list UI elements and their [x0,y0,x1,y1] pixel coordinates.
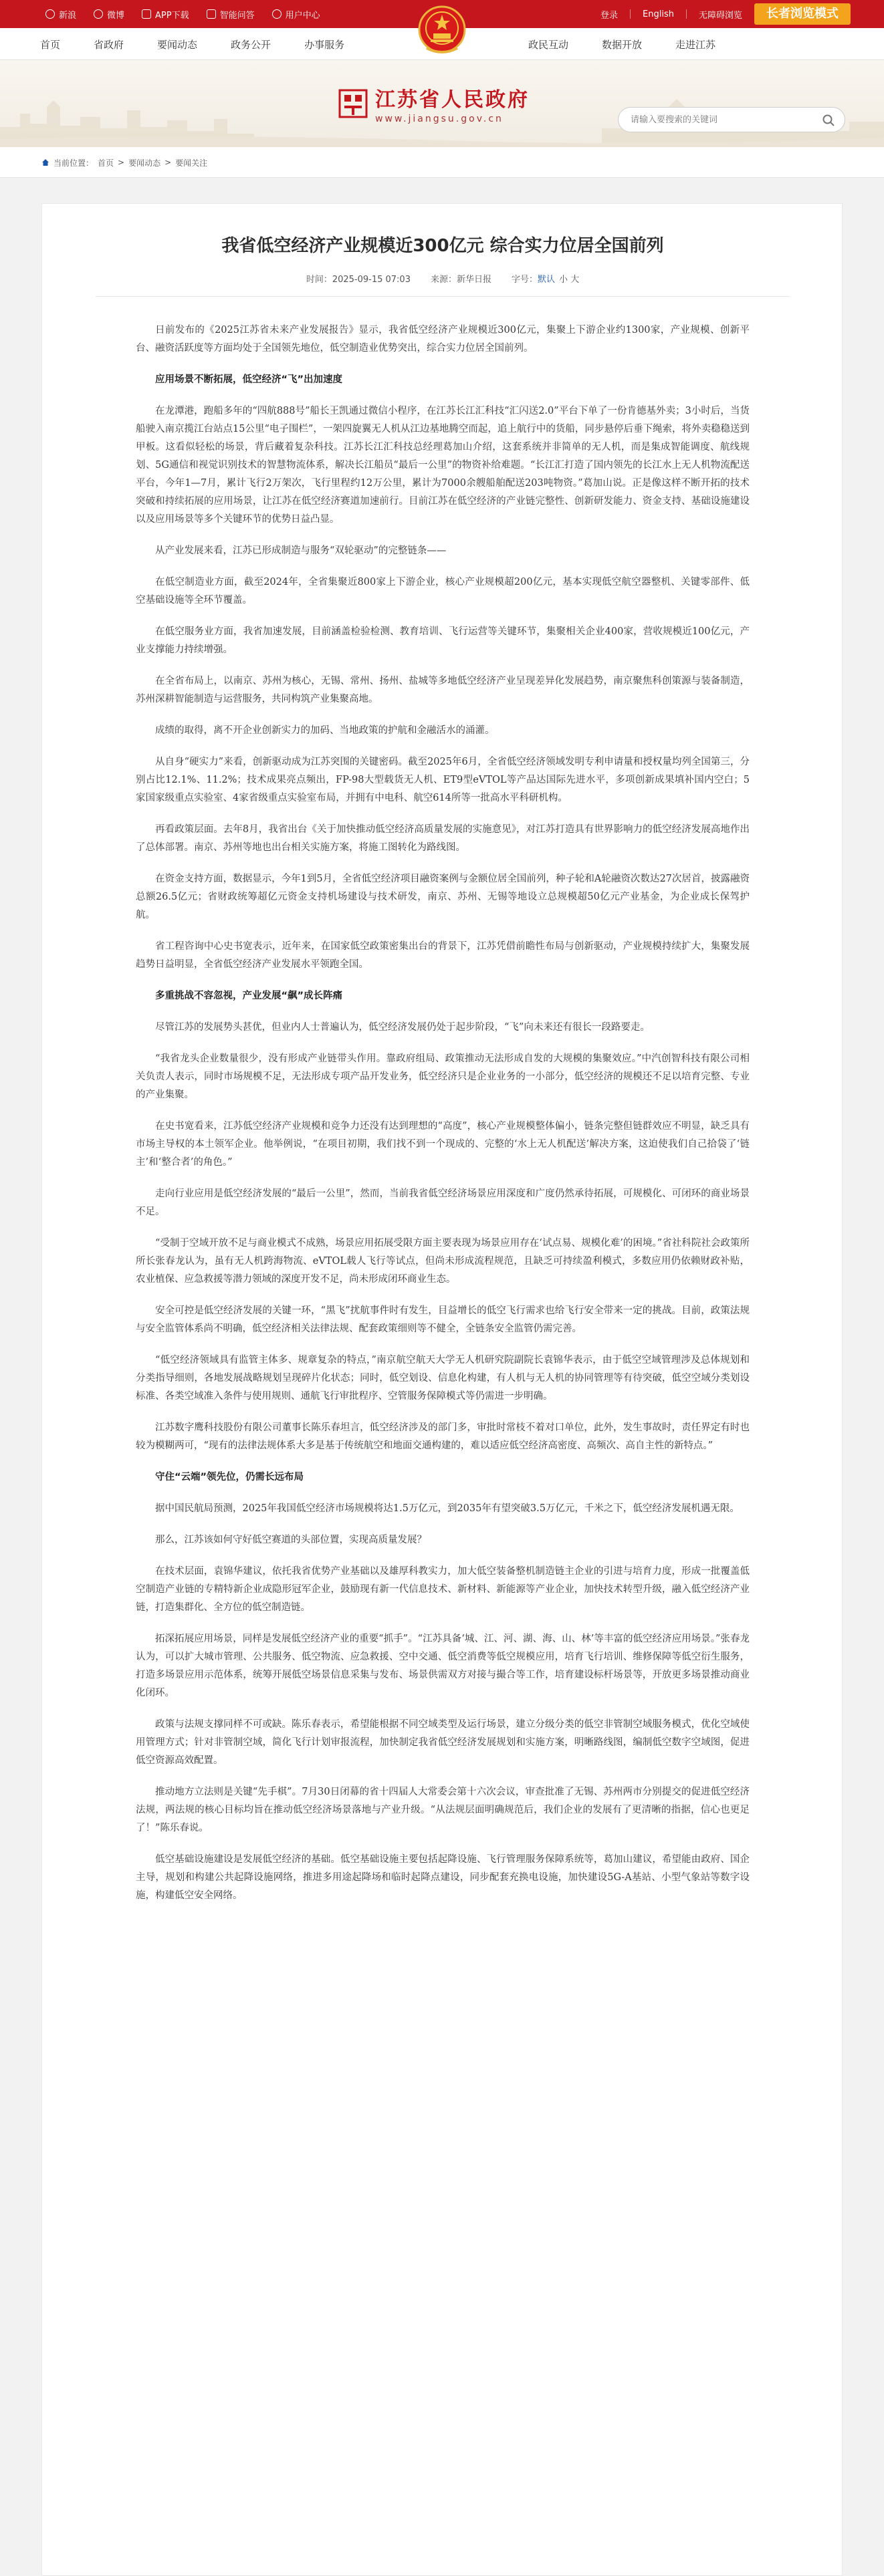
accessibility-link[interactable]: 无障碍浏览 [698,10,742,21]
national-emblem-icon [417,4,467,57]
article-paragraph: 在全省布局上，以南京、苏州为核心，无锡、常州、扬州、盐城等多地低空经济产业呈现差异化发展趋势，南京聚焦科创策源与装备制造，苏州深耕智能制造与运营服务，共同构筑产业集聚高地。 [136,676,750,704]
elder-mode-button[interactable]: 长者浏览模式 [754,3,851,25]
search-icon[interactable] [822,114,835,127]
section-heading: 守住“云端”领先位，仍需长远布局 [155,1472,304,1483]
nav-right [528,28,715,60]
search-input[interactable] [631,108,811,132]
article-paragraph: 日前发布的《2025江苏省未来产业发展报告》显示，我省低空经济产业规模近300亿元，集聚上下游企业约1300家，产业规模、创新平台、融资活跃度等方面均处于全国领先地位，低空制造业优势突出，综合实力位居全国前列。 [136,325,750,354]
breadcrumb-separator: > [164,158,172,167]
time-value: 2025-09-15 07:03 [332,275,411,285]
article-paragraph: 成绩的取得，离不开企业创新实力的加码、当地政策的护航和金融活水的涌灌。 [155,725,495,736]
breadcrumb-separator: > [118,158,125,167]
utility-link-weibo[interactable]: 新浪 [45,8,76,21]
article-paragraph: 再看政策层面。去年8月，我省出台《关于加快推动低空经济高质量发展的实施意见》，对江苏打造具有世界影响力的低空经济发展高地作出了总体部署。南京、苏州等地也出台相关实施方案，将施工图转化为路线图。 [136,824,750,853]
font-size-options[interactable]: 小 大 [559,275,580,285]
divider [96,296,790,297]
utility-link-qa[interactable]: 智能问答 [207,8,255,21]
article-paragraph: “我省龙头企业数量很少，没有形成产业链带头作用。靠政府组局、政策推动无法形成自发的大规模的集聚效应。”中汽创智科技有限公司相关负责人表示，同时市场规模不足，无法形成专项产品开发业务，低空经济只是企业业务的一小部分，低空经济的规模还不足以培育完整、专业的产业集聚。 [136,1053,750,1100]
article-paragraph: 走向行业应用是低空经济发展的“最后一公里”，然而，当前我省低空经济场景应用深度和广度仍然承待拓展，可规模化、可闭环的商业场景不足。 [136,1188,750,1217]
article-paragraph: 在低空制造业方面，截至2024年，全省集聚近800家上下游企业，核心产业规模超200亿元，基本实现低空航空器整机、关键零部件、低空基础设施等全环节覆盖。 [136,577,750,606]
weibo-icon [45,9,55,19]
font-size-control [512,272,579,285]
article-paragraph: 江苏数字鹰科技股份有限公司董事长陈乐春坦言，低空经济涉及的部门多，审批时常枝不着对口单位，此外，发生事故时，责任界定有时也较为模糊两可，“现有的法律法规体系大多是基于传统航空和地面交通构建的，难以适应低空经济高密度、高频次、高自主性的新特点。” [136,1422,750,1451]
nav-item-public-affairs[interactable]: 政务公开 [231,38,271,51]
mobile-icon [142,9,151,19]
nav-item-open-data[interactable]: 数据开放 [602,38,643,51]
article-paragraph: 低空基础设施建设是发展低空经济的基础。低空基础设施主要包括起降设施、飞行管理服务保障系统等，葛加山建议，希望能由政府、国企主导，规划和构建公共起降设施网络，推进多用途起降场和临时起降点建设，同步配套充换电设施，加快建设5G-A基站、小型气象站等数字设施，构建低空安全网络。 [136,1854,750,1901]
article-paragraph: “受制于空域开放不足与商业模式不成熟，场景应用拓展受限方面主要表现为场景应用存在‘试点易、规模化难’的困境。”省社科院社会政策所所长张春龙认为，虽有无人机跨海物流、eVTOL载人飞行等试点，但尚未形成流程规范，且缺乏可持续盈利模式，多数应用仍依赖财政补贴，农业植保、应急救援等潜力领域的深度开发不足，尚未形成闭环商业生态。 [136,1238,750,1285]
article-paragraph: 在技术层面，袁锦华建议，依托我省优势产业基础以及雄厚科教实力，加大低空装备整机制造链主企业的引进与培育力度，形成一批覆盖低空制造产业链的专精特新企业成隐形冠军企业，鼓励现有新一代信息技术、新材料、新能源等产业企业，加快技术转型升级，融入低空经济产业链，打造集群化、全方位的低空制造链。 [136,1566,750,1613]
breadcrumb-label: 当前位置： [53,158,94,168]
article-paragraph: 尽管江苏的发展势头甚优，但业内人士普遍认为，低空经济发展仍处于起步阶段，“飞”向未来还有很长一段路要走。 [155,1022,650,1033]
nav-item-news[interactable]: 要闻动态 [157,38,198,51]
english-link[interactable]: English [643,9,674,19]
article-paragraph: 在低空服务业方面，我省加速发展，目前涵盖检验检测、教育培训、飞行运营等关键环节，集聚相关企业400家，营收规模近100亿元，产业支撑能力持续增强。 [136,626,750,655]
article-paragraph: 政策与法规支撑同样不可或缺。陈乐春表示，希望能根据不同空域类型及运行场景，建立分级分类的低空非管制空域服务模式，优化空域使用管理方式；针对非管制空域，简化飞行计划审报流程，加快制定我省低空经济发展规划和实施方案，明晰路线图，编制低空数字空域图，促进低空资源高效配置。 [136,1719,750,1766]
article-paragraph: 在资金支持方面，数据显示，今年1到5月，全省低空经济项目融资案例与金额位居全国前列，种子轮和A轮融资次数达27次居首，披露融资总额26.5亿元；省财政统筹超亿元资金支持机场建设与技术研发，南京、苏州、无锡等地设立总规模超50亿元产业基金，为企业成长保驾护航。 [136,874,750,920]
breadcrumb-bar [0,147,884,178]
article-paragraph: 推动地方立法则是关键“先手棋”。7月30日闭幕的省十四届人大常委会第十六次会议，审查批准了无锡、苏州两市分别提交的促进低空经济法规，两法规的核心目标均旨在推动低空经济场景落地与产业升级。“从法规层面明确规范后，我们企业的发展有了更清晰的指据，信心也更足了！”陈乐春说。 [136,1787,750,1833]
article-paragraph: 据中国民航局预测，2025年我国低空经济市场规模将达1.5万亿元，到2035年有望突破3.5万亿元，千米之下，低空经济发展机遇无限。 [155,1503,740,1514]
utility-right [600,0,851,28]
utility-link-user-center[interactable]: 用户中心 [272,8,320,21]
login-link[interactable]: 登录 [600,10,619,21]
article-paragraph: “低空经济领域具有监管主体多、规章复杂的特点，”南京航空航天大学无人机研究院副院长袁锦华表示，由于低空空域管理涉及总体规划和分类指导细则，各地发展战略规划呈现碎片化状态；同时，低空划设、信息化构建，有人机与无人机的协同管理等有待突破，低空空域分类划设标准、各类空域准入条件与使用规则、通航飞行审批程序、空管服务保障模式等仍需进一步明确。 [136,1355,750,1402]
nav-item-interaction[interactable]: 政民互动 [528,38,569,51]
breadcrumb-item-news[interactable]: 要闻动态 [128,158,161,168]
wechat-icon [94,9,103,19]
robot-icon [207,9,216,19]
breadcrumb-item-home[interactable]: 首页 [98,158,114,168]
site-logo[interactable] [338,83,530,124]
site-name: 江苏省人民政府 [375,88,530,112]
site-banner [0,60,884,147]
utility-links [45,0,320,28]
article-source [431,272,491,285]
article-paragraph: 那么，江苏该如何守好低空赛道的头部位置，实现高质量发展？ [155,1535,427,1545]
nav-item-province-gov[interactable]: 省政府 [94,38,124,51]
breadcrumb-item-focus[interactable]: 要闻关注 [175,158,208,168]
utility-link-wechat[interactable]: 微博 [94,8,124,21]
source-value: 新华日报 [457,275,492,285]
article-paragraph: 安全可控是低空经济发展的关键一环，“黑飞”扰航事件时有发生，目益增长的低空飞行需求也给飞行安全带来一定的挑战。目前，政策法规与安全监管体系尚不明确，低空经济相关法律法规、配套政策细则等不健全，全链条安全监管仍需完善。 [136,1305,750,1334]
nav-item-home[interactable]: 首页 [40,38,61,51]
article-meta [42,272,843,285]
nav-left [40,28,344,60]
article-title: 我省低空经济产业规模近300亿元 综合实力位居全国前列 [221,236,664,256]
user-icon [272,9,282,19]
time-label: 时间： [306,275,332,285]
font-size-label: 字号： [512,275,538,285]
article-container [41,203,843,2576]
divider [630,9,631,19]
article-paragraph: 在龙潭港，跑船多年的“四航888号”船长王凯通过微信小程序，在江苏长江汇科技“汇闪送2.0”平台下单了一份肯德基外卖；3小时后，当货船驶入南京揽江台站点15公里“电子围栏”，一架四旋翼无人机从江边基地腾空而起，追上航行中的货船，同步悬停后垂下绳索，将外卖稳稳送到甲板。这看似轻松的场景，背后藏着复杂科技。江苏长江汇科技总经理葛加山介绍，这套系统并非简单的无人机，而是集成智能调度、航线规划、5G通信和视觉识别技术的智慧物流体系，解决长江船员“最后一公里”的物资补给难题。“长江汇打造了国内领先的长江水上无人机物流配送平台，今年1—7月，累计飞行2万架次，飞行里程约12万公里，累计为7000余艘船舶配送203吨物资。”葛加山说。正是像这样不断开拓的技术突破和持续拓展的应用场景，让江苏在低空经济赛道加速前行。目前江苏在低空经济的产业链完整性、创新研发能力、资金支持、基础设施建设以及应用场景等多个关键环节的优势日益凸显。 [136,406,750,525]
section-heading: 应用场景不断拓展，低空经济“飞”出加速度 [155,374,343,385]
article-paragraph: 在史书宽看来，江苏低空经济产业规模和竞争力还没有达到理想的“高度”，核心产业规模整体偏小，链条完整但链群效应不明显，缺乏具有市场主导权的本土领军企业。他举例说，“在项目初期，我们找不到一个现成的、完整的‘水上无人机配送’解决方案，这迫使我们自己拾袋了‘链主’和‘整合者’的角色。” [136,1121,750,1168]
home-icon [41,158,49,166]
utility-link-app[interactable]: APP下载 [142,8,189,21]
article-paragraph: 省工程咨询中心史书宽表示，近年来，在国家低空政策密集出台的背景下，江苏凭借前瞻性布局与创新驱动，产业规模持续扩大，集聚发展趋势日益明显，全省低空经济产业发展水平领跑全国。 [136,941,750,970]
jiangsu-logo-icon [338,88,368,119]
article-paragraph: 拓深拓展应用场景，同样是发展低空经济产业的重要“抓手”。“江苏具备‘城、江、河、湖、海、山、林’等丰富的低空经济应用场景。”张春龙认为，可以扩大城市管理、公共服务、低空物流、应急救援、空中交通、低空消费等低空规模应用，培育飞行培训、维修保障等低空衍生服务，打造多场景应用示范体系，统筹开展低空场景信息采集与发布、场景供需双方对接与撮合等工作，培育建设标杆场景等，开放更多场景推动商业化闭环。 [136,1634,750,1698]
article-paragraph: 从产业发展来看，江苏已形成制造与服务“双轮驱动”的完整链条—— [155,545,447,556]
article-paragraph: 从自身“硬实力”来看，创新驱动成为江苏突围的关键密码。截至2025年6月，全省低空经济领域发明专利申请量和授权量均列全国第三，分别占比12.1%、11.2%；技术成果亮点频出，FP-98大型载货无人机、ET9型eVTOL等产品达国际先进水平，多项创新成果填补国内空白；5家国家级重点实验室、4家省级重点实验室布局，并拥有中电科、航空614所等一批高水平科研机构。 [136,757,750,803]
section-heading: 多重挑战不容忽视，产业发展“飙”成长阵痛 [155,991,343,1001]
search-box [618,107,845,132]
font-size-default[interactable]: 默认 [538,275,556,285]
source-label: 来源： [430,275,457,285]
nav-item-services[interactable]: 办事服务 [304,38,345,51]
divider [686,9,687,19]
breadcrumb [41,147,207,178]
site-url: www.jiangsu.gov.cn [375,114,504,124]
article-time [306,272,411,285]
nav-item-about-jiangsu[interactable]: 走进江苏 [675,38,716,51]
article-body [136,321,750,1918]
